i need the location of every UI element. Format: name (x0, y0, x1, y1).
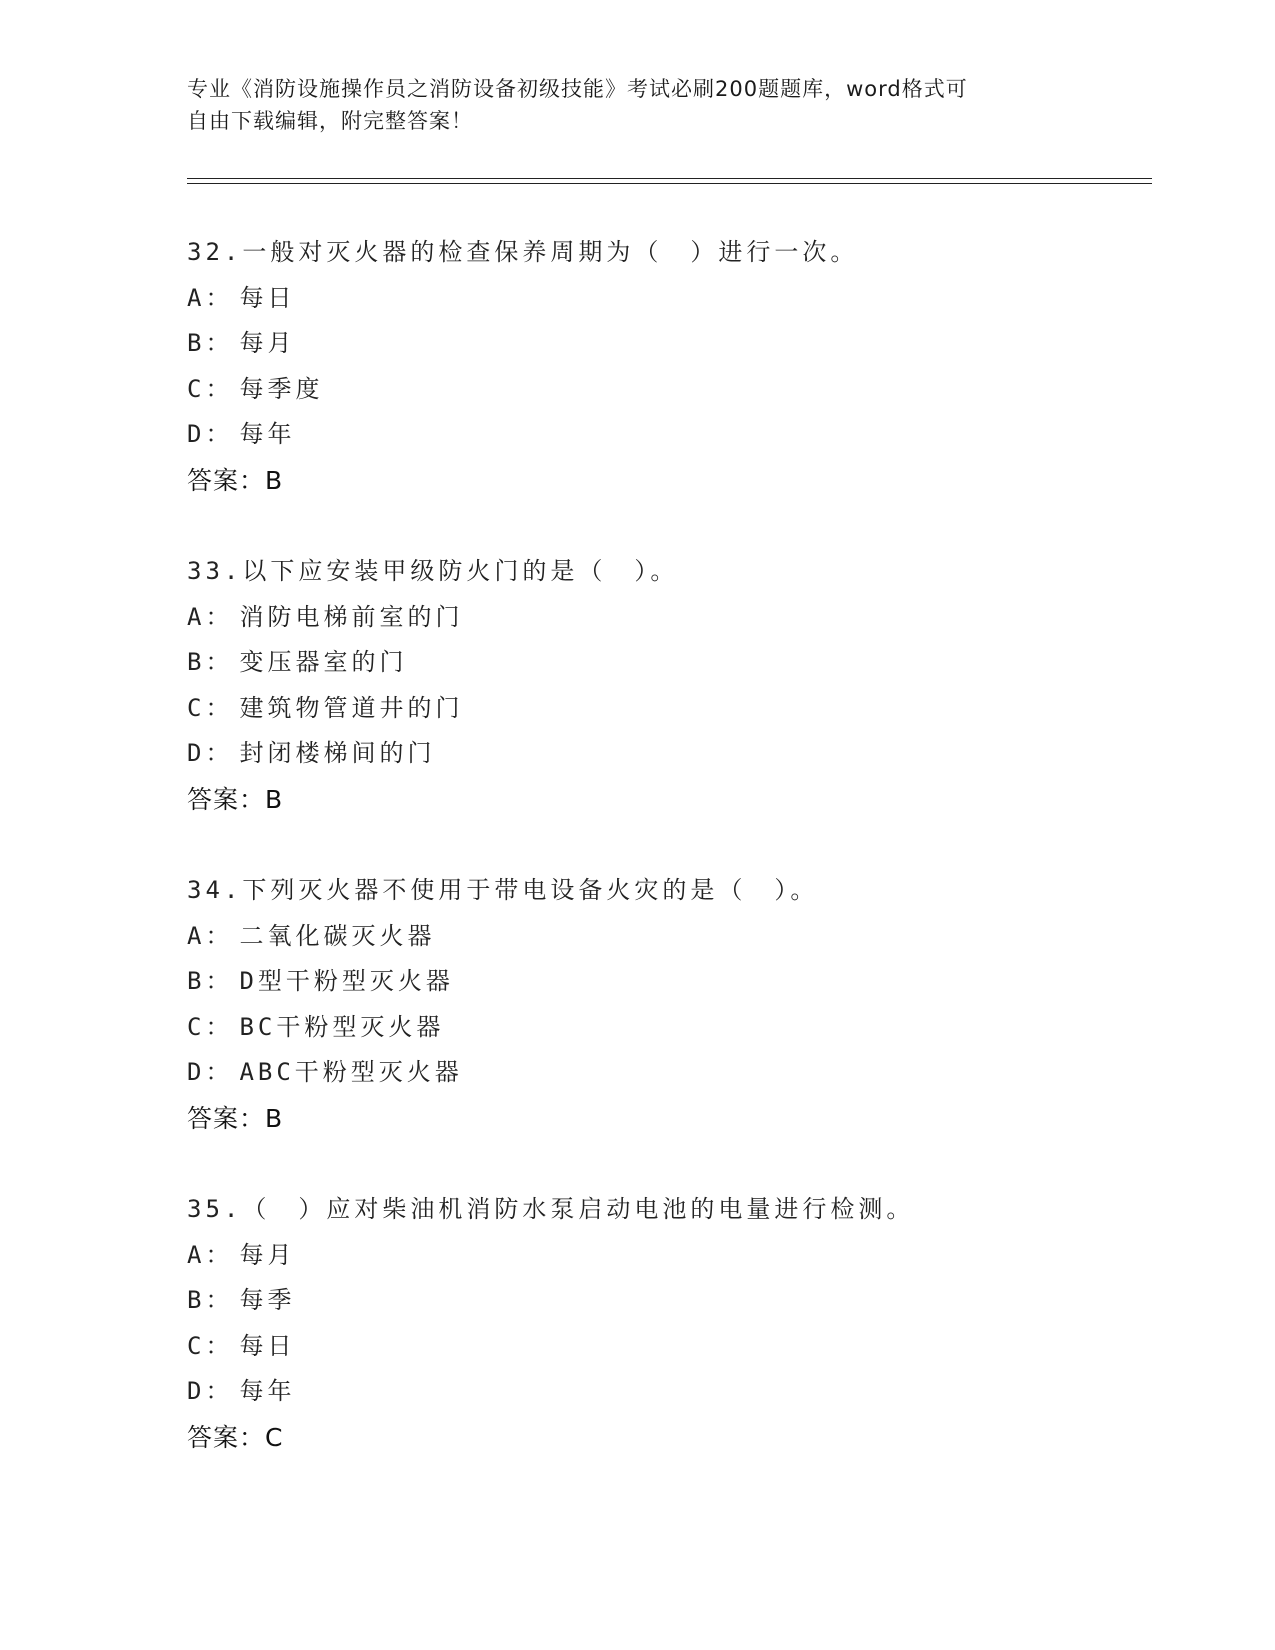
question-35 (187, 1187, 1147, 1506)
option-text: 建筑物管道井的门 (239, 693, 464, 722)
option-a (187, 914, 1147, 960)
option-key: D： (187, 739, 234, 767)
question-list (187, 230, 1147, 1506)
option-key: D： (187, 420, 234, 448)
option-b (187, 959, 1147, 1005)
option-text: D型干粉型灭火器 (239, 967, 454, 995)
option-key: C： (187, 1331, 234, 1360)
option-text: 封闭楼梯间的门 (239, 739, 436, 767)
option-text: 每季 (239, 1286, 296, 1314)
header-divider-top (187, 178, 1152, 179)
answer-line: 答案：B (187, 465, 284, 495)
option-text: 每日 (239, 283, 296, 312)
option-text: 每月 (239, 1240, 296, 1269)
question-32 (187, 230, 1147, 549)
option-key: D： (187, 1058, 234, 1086)
option-text: 每年 (239, 1377, 296, 1405)
option-text: ABC干粉型灭火器 (239, 1058, 463, 1086)
option-d (187, 731, 1147, 777)
question-text: 35.（ ）应对柴油机消防水泵启动电池的电量进行检测。 (187, 1195, 915, 1223)
question-text: 33.以下应安装甲级防火门的是（ ）。 (187, 557, 679, 585)
option-text: 二氧化碳灭火器 (239, 921, 436, 950)
option-text: BC干粉型灭火器 (239, 1012, 445, 1041)
option-c (187, 1324, 1147, 1370)
option-key: C： (187, 693, 234, 722)
option-b (187, 640, 1147, 686)
answer-line: 答案：B (187, 784, 284, 814)
document-header (187, 73, 1067, 137)
option-key: D： (187, 1377, 234, 1405)
option-text: 变压器室的门 (239, 648, 408, 676)
answer-line: 答案：B (187, 1103, 284, 1133)
option-a (187, 595, 1147, 641)
option-text: 每月 (239, 329, 296, 357)
question-text: 34.下列灭火器不使用于带电设备火灾的是（ ）。 (187, 876, 819, 904)
answer-line: 答案：C (187, 1422, 284, 1452)
option-text: 消防电梯前室的门 (239, 602, 464, 631)
option-text: 每年 (239, 420, 296, 448)
option-key: B： (187, 648, 234, 676)
header-line-1: 专业《消防设施操作员之消防设备初级技能》考试必刷200题题库，word格式可 (187, 77, 968, 101)
option-key: A： (187, 921, 234, 950)
header-line-2: 自由下载编辑，附完整答案！ (187, 109, 473, 133)
option-d (187, 1369, 1147, 1415)
option-key: A： (187, 602, 234, 631)
option-a (187, 1233, 1147, 1279)
option-key: B： (187, 329, 234, 357)
option-key: C： (187, 374, 234, 403)
question-text: 32.一般对灭火器的检查保养周期为（ ）进行一次。 (187, 238, 859, 266)
option-key: C： (187, 1012, 234, 1041)
option-key: B： (187, 1286, 234, 1314)
option-text: 每日 (239, 1331, 296, 1360)
option-c (187, 1005, 1147, 1051)
option-key: A： (187, 283, 234, 312)
option-b (187, 321, 1147, 367)
option-c (187, 367, 1147, 413)
option-text: 每季度 (239, 374, 324, 403)
option-a (187, 276, 1147, 322)
option-b (187, 1278, 1147, 1324)
header-divider-bottom (187, 183, 1152, 184)
option-key: B： (187, 967, 234, 995)
question-33 (187, 549, 1147, 868)
question-34 (187, 868, 1147, 1187)
option-c (187, 686, 1147, 732)
option-d (187, 412, 1147, 458)
option-d (187, 1050, 1147, 1096)
option-key: A： (187, 1240, 234, 1269)
